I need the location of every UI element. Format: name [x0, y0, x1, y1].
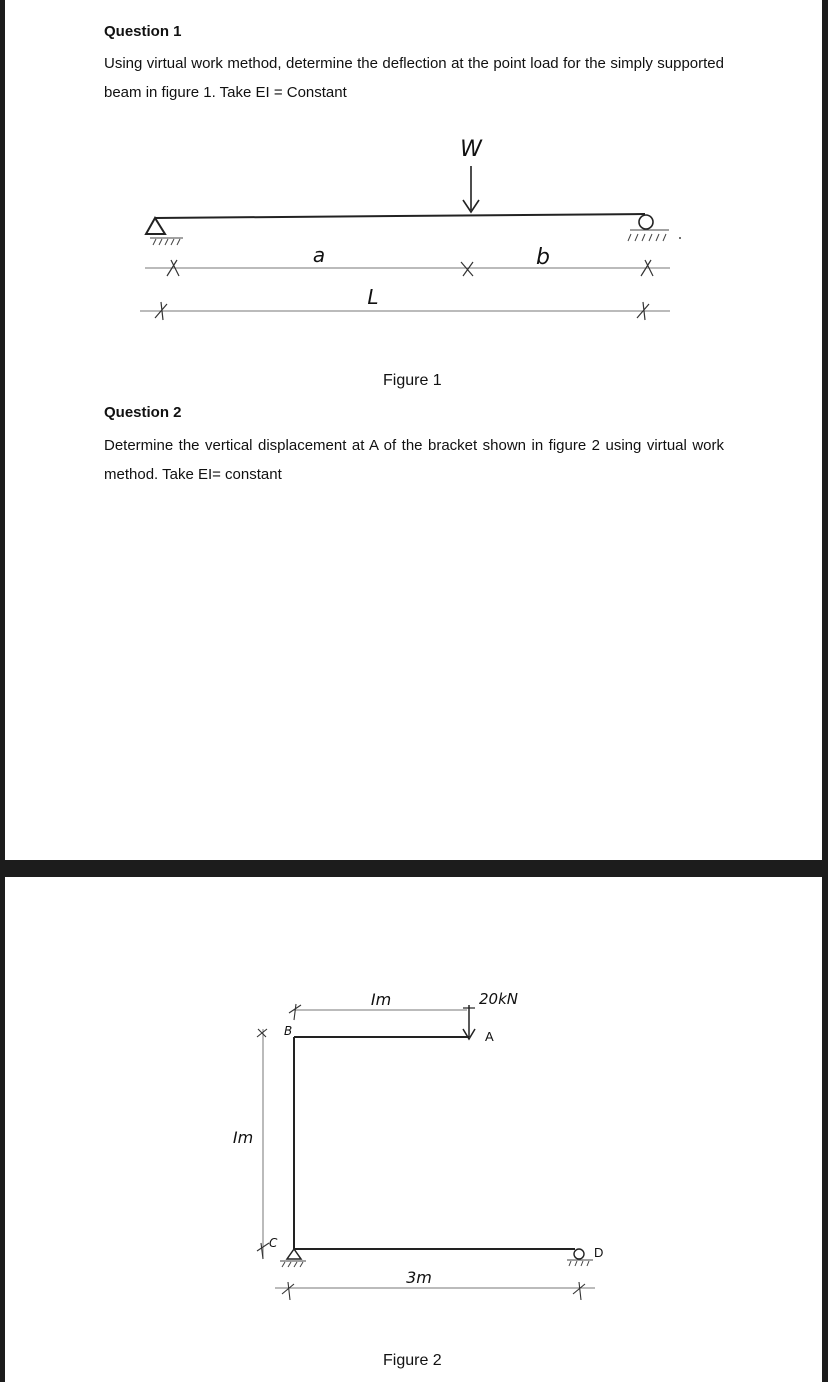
question-1-text: Using virtual work method, determine the deflection at the point load for the simply supported beam in figure 1. Take EI = Constant: [104, 55, 724, 101]
page-1: [5, 0, 822, 860]
page-2: [5, 877, 822, 1382]
question-1-title: Question 1: [104, 23, 182, 40]
figure-1-caption: Figure 1: [383, 372, 442, 389]
load-arrow: [463, 166, 479, 212]
tick-mark: [461, 262, 473, 276]
dimension-label-b: b: [536, 245, 550, 270]
dimension-label-a: a: [312, 243, 326, 267]
dimension-label-l: L: [367, 285, 379, 309]
point-label-c: C: [269, 1236, 278, 1250]
figure-2-caption: Figure 2: [383, 1352, 442, 1369]
point-label-b: B: [284, 1024, 293, 1038]
dimension-label-height-1m: Im: [232, 1128, 254, 1147]
question-2-text: Determine the vertical displacement at A of the bracket shown in figure 2 using virtual work method. Take EI= constant: [104, 437, 724, 483]
point-label-d: D: [594, 1245, 604, 1260]
dimension-label-bottom-3m: 3m: [406, 1268, 432, 1287]
tick-mark: [289, 1004, 301, 1020]
tick-mark: [257, 1029, 267, 1037]
pin-support-c: [280, 1249, 306, 1267]
question-2-title: Question 2: [104, 404, 182, 421]
pin-support-left: [146, 218, 183, 245]
figure-1-beam-diagram: [5, 0, 822, 860]
load-label-w: W: [460, 137, 482, 162]
point-label-a: A: [485, 1029, 494, 1044]
tick-mark: [282, 1282, 294, 1300]
roller-support-d: [567, 1249, 593, 1266]
dimension-label-top-1m: Im: [370, 990, 392, 1009]
load-label-20kn: 20kN: [479, 990, 518, 1008]
roller-support-right: [628, 215, 681, 241]
beam: [155, 214, 645, 218]
figure-2-bracket-diagram: [5, 877, 822, 1382]
tick-mark: [573, 1282, 585, 1300]
